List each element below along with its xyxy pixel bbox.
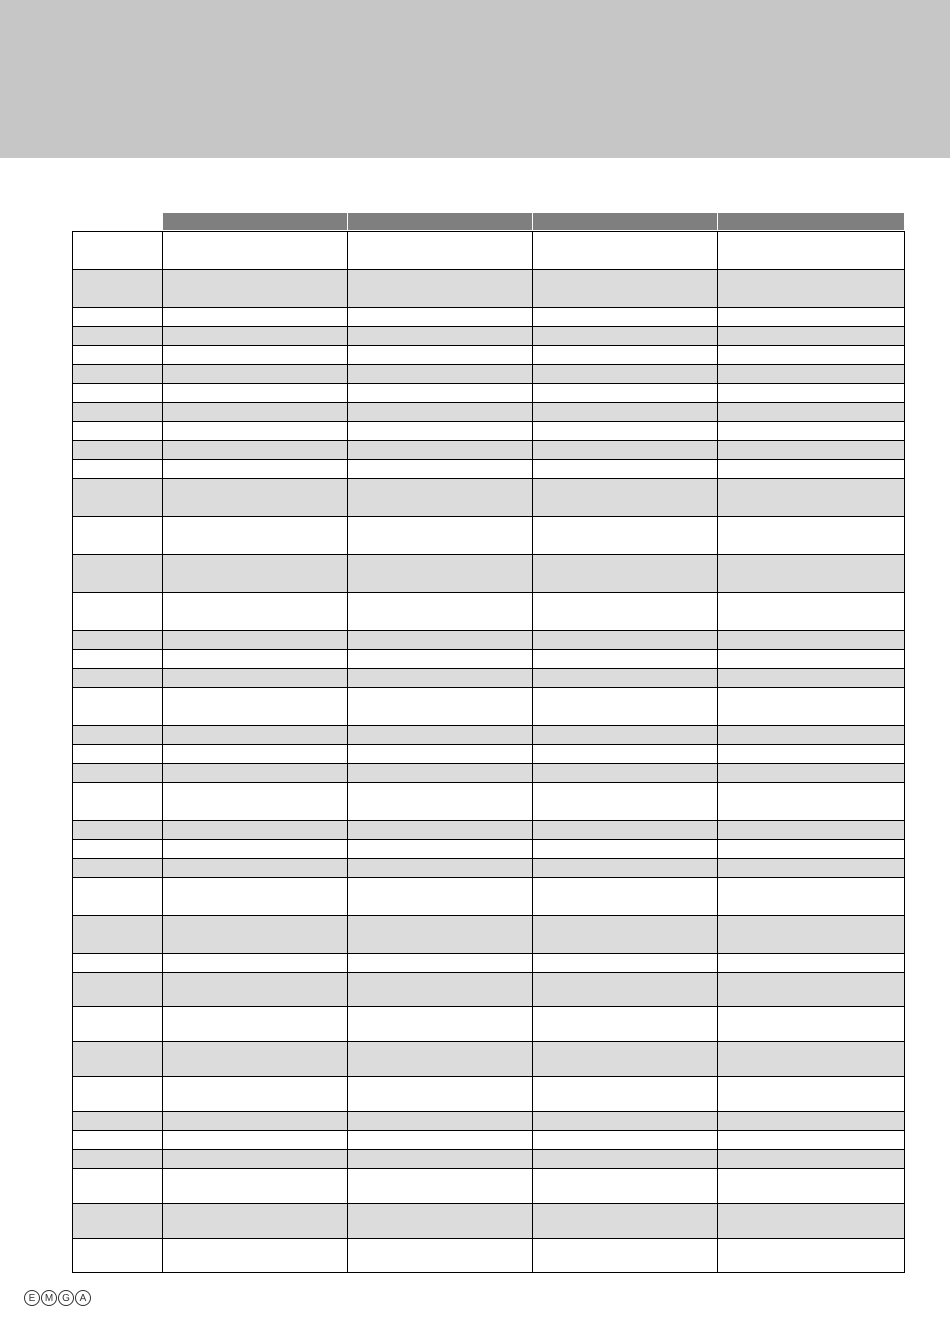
- table-cell: [73, 631, 163, 650]
- table-cell: [718, 631, 905, 650]
- table-cell: [533, 384, 718, 403]
- table-cell: [348, 384, 533, 403]
- table-row: [73, 745, 905, 764]
- table-cell: [348, 1150, 533, 1169]
- table-cell: [533, 1112, 718, 1131]
- table-cell: [348, 1239, 533, 1273]
- table-cell: [348, 479, 533, 517]
- table-cell: [718, 878, 905, 916]
- table-cell: [73, 1007, 163, 1042]
- table-cell: [718, 327, 905, 346]
- table-cell: [533, 555, 718, 593]
- table-cell: [533, 821, 718, 840]
- table-cell: [348, 327, 533, 346]
- table-cell: [163, 840, 348, 859]
- column-header-2: [348, 213, 532, 230]
- table-cell: [718, 403, 905, 422]
- table-cell: [163, 1077, 348, 1112]
- table-cell: [348, 745, 533, 764]
- table-cell: [163, 954, 348, 973]
- table-row: [73, 555, 905, 593]
- table-cell: [533, 840, 718, 859]
- table-cell: [163, 403, 348, 422]
- table-cell: [348, 954, 533, 973]
- table-cell: [718, 384, 905, 403]
- table-cell: [718, 821, 905, 840]
- table-cell: [163, 270, 348, 308]
- table-cell: [73, 669, 163, 688]
- column-header-4: [718, 213, 904, 230]
- table-cell: [163, 1131, 348, 1150]
- table-row: [73, 1150, 905, 1169]
- top-banner: [0, 0, 950, 158]
- table-row: [73, 821, 905, 840]
- table-cell: [348, 441, 533, 460]
- table-cell: [533, 954, 718, 973]
- table-cell: [718, 669, 905, 688]
- table-cell: [718, 688, 905, 726]
- table-cell: [718, 954, 905, 973]
- logo-letter: M: [41, 1290, 57, 1306]
- table-cell: [533, 764, 718, 783]
- table-row: [73, 422, 905, 441]
- table-cell: [533, 327, 718, 346]
- table-row: [73, 726, 905, 745]
- table-cell: [348, 669, 533, 688]
- table-cell: [73, 1150, 163, 1169]
- table-cell: [163, 1042, 348, 1077]
- table-cell: [73, 327, 163, 346]
- table-cell: [718, 859, 905, 878]
- logo-letter: G: [58, 1290, 74, 1306]
- table-cell: [718, 479, 905, 517]
- table-cell: [163, 593, 348, 631]
- table-cell: [533, 1204, 718, 1239]
- table-cell: [73, 346, 163, 365]
- table-cell: [73, 764, 163, 783]
- table-cell: [163, 916, 348, 954]
- table-cell: [73, 745, 163, 764]
- table-cell: [163, 764, 348, 783]
- table-cell: [718, 1131, 905, 1150]
- table-cell: [533, 365, 718, 384]
- table-cell: [73, 821, 163, 840]
- table-cell: [163, 517, 348, 555]
- table-cell: [348, 460, 533, 479]
- table-row: [73, 669, 905, 688]
- table-cell: [163, 688, 348, 726]
- table-row: [73, 840, 905, 859]
- table-cell: [348, 1007, 533, 1042]
- table-cell: [348, 783, 533, 821]
- column-header-1: [163, 213, 347, 230]
- table-row: [73, 365, 905, 384]
- table-cell: [348, 650, 533, 669]
- table-cell: [163, 422, 348, 441]
- table-row: [73, 783, 905, 821]
- table-cell: [718, 745, 905, 764]
- table-cell: [348, 821, 533, 840]
- table-cell: [718, 1077, 905, 1112]
- table-cell: [73, 308, 163, 327]
- table-cell: [348, 517, 533, 555]
- table-cell: [73, 270, 163, 308]
- table-cell: [718, 726, 905, 745]
- table-cell: [533, 1007, 718, 1042]
- table-cell: [73, 1112, 163, 1131]
- table-cell: [718, 764, 905, 783]
- table-cell: [533, 422, 718, 441]
- table-cell: [73, 555, 163, 593]
- table-cell: [718, 441, 905, 460]
- table-cell: [348, 726, 533, 745]
- table-cell: [73, 384, 163, 403]
- table-cell: [348, 270, 533, 308]
- table-cell: [348, 688, 533, 726]
- emga-logo: [24, 1290, 91, 1306]
- table-row: [73, 1007, 905, 1042]
- table-cell: [533, 441, 718, 460]
- table-cell: [163, 783, 348, 821]
- table-row: [73, 1239, 905, 1273]
- table-row: [73, 460, 905, 479]
- table-cell: [718, 1239, 905, 1273]
- table-cell: [73, 726, 163, 745]
- table-cell: [73, 859, 163, 878]
- logo-letter: E: [24, 1290, 40, 1306]
- table-cell: [533, 403, 718, 422]
- table-cell: [163, 650, 348, 669]
- table-cell: [73, 954, 163, 973]
- table-row: [73, 479, 905, 517]
- table-cell: [348, 555, 533, 593]
- table-cell: [73, 916, 163, 954]
- table-cell: [163, 479, 348, 517]
- table-row: [73, 1169, 905, 1204]
- table-cell: [718, 232, 905, 270]
- table-cell: [718, 346, 905, 365]
- table-cell: [348, 973, 533, 1007]
- table-cell: [73, 878, 163, 916]
- table-cell: [73, 650, 163, 669]
- table-cell: [718, 1112, 905, 1131]
- table-cell: [163, 878, 348, 916]
- table-cell: [348, 1077, 533, 1112]
- table-cell: [348, 232, 533, 270]
- table-cell: [533, 1150, 718, 1169]
- table-cell: [163, 365, 348, 384]
- table-cell: [73, 517, 163, 555]
- table-cell: [533, 916, 718, 954]
- table-cell: [533, 479, 718, 517]
- table-cell: [163, 745, 348, 764]
- table-cell: [348, 403, 533, 422]
- table-cell: [718, 973, 905, 1007]
- table-cell: [73, 1239, 163, 1273]
- table-cell: [163, 308, 348, 327]
- table-cell: [73, 403, 163, 422]
- table-cell: [718, 555, 905, 593]
- table-cell: [348, 346, 533, 365]
- table-cell: [533, 878, 718, 916]
- table-cell: [533, 688, 718, 726]
- table-cell: [533, 232, 718, 270]
- table-cell: [163, 973, 348, 1007]
- table-row: [73, 327, 905, 346]
- table-cell: [533, 517, 718, 555]
- table-cell: [718, 593, 905, 631]
- table-cell: [73, 688, 163, 726]
- table-row: [73, 1204, 905, 1239]
- table-cell: [533, 650, 718, 669]
- table-cell: [348, 593, 533, 631]
- table-cell: [348, 1169, 533, 1204]
- table-cell: [73, 783, 163, 821]
- table-cell: [163, 384, 348, 403]
- table-cell: [73, 973, 163, 1007]
- table-cell: [533, 859, 718, 878]
- data-table: [72, 231, 905, 1273]
- table-cell: [163, 232, 348, 270]
- table-cell: [163, 821, 348, 840]
- table-cell: [73, 840, 163, 859]
- table-cell: [718, 270, 905, 308]
- table-cell: [163, 1204, 348, 1239]
- table-row: [73, 1131, 905, 1150]
- table-row: [73, 916, 905, 954]
- table-cell: [73, 1204, 163, 1239]
- table-cell: [533, 346, 718, 365]
- table-cell: [163, 1169, 348, 1204]
- table-cell: [73, 1169, 163, 1204]
- table-cell: [163, 726, 348, 745]
- table-row: [73, 1077, 905, 1112]
- table-cell: [73, 422, 163, 441]
- table-body: [73, 232, 905, 1273]
- table-cell: [163, 669, 348, 688]
- table-cell: [718, 1007, 905, 1042]
- table-cell: [163, 631, 348, 650]
- table-cell: [348, 422, 533, 441]
- table-row: [73, 384, 905, 403]
- table-cell: [533, 669, 718, 688]
- table-cell: [73, 232, 163, 270]
- table-cell: [348, 1042, 533, 1077]
- table-cell: [73, 441, 163, 460]
- table-cell: [73, 593, 163, 631]
- table-cell: [533, 460, 718, 479]
- table-cell: [348, 840, 533, 859]
- table-row: [73, 441, 905, 460]
- table-row: [73, 308, 905, 327]
- table-cell: [718, 460, 905, 479]
- table-cell: [533, 1131, 718, 1150]
- table-cell: [718, 365, 905, 384]
- table-row: [73, 954, 905, 973]
- table-cell: [533, 973, 718, 1007]
- table-row: [73, 973, 905, 1007]
- table-row: [73, 859, 905, 878]
- table-cell: [533, 308, 718, 327]
- table-cell: [718, 916, 905, 954]
- table-row: [73, 1112, 905, 1131]
- table-cell: [533, 270, 718, 308]
- table-cell: [533, 1077, 718, 1112]
- table-cell: [533, 593, 718, 631]
- table-cell: [533, 1239, 718, 1273]
- table-cell: [348, 764, 533, 783]
- column-header-3: [533, 213, 717, 230]
- table-cell: [533, 745, 718, 764]
- table-row: [73, 593, 905, 631]
- table-cell: [533, 1169, 718, 1204]
- table-cell: [718, 1204, 905, 1239]
- table-row: [73, 688, 905, 726]
- table-cell: [718, 840, 905, 859]
- table-cell: [163, 1239, 348, 1273]
- table-cell: [718, 308, 905, 327]
- table-cell: [163, 1150, 348, 1169]
- table-row: [73, 764, 905, 783]
- table-row: [73, 650, 905, 669]
- table-cell: [718, 1042, 905, 1077]
- table-cell: [718, 422, 905, 441]
- table-row: [73, 878, 905, 916]
- table-cell: [533, 726, 718, 745]
- table-cell: [73, 1042, 163, 1077]
- table-cell: [718, 1169, 905, 1204]
- table-cell: [163, 1007, 348, 1042]
- table-cell: [73, 460, 163, 479]
- table-cell: [348, 1112, 533, 1131]
- table-cell: [718, 650, 905, 669]
- table-row: [73, 403, 905, 422]
- table-cell: [73, 479, 163, 517]
- table-row: [73, 232, 905, 270]
- table-cell: [163, 555, 348, 593]
- table-cell: [718, 1150, 905, 1169]
- table-cell: [348, 1131, 533, 1150]
- logo-letter: A: [75, 1290, 91, 1306]
- table-row: [73, 517, 905, 555]
- table-cell: [533, 631, 718, 650]
- table-cell: [163, 460, 348, 479]
- table-cell: [163, 1112, 348, 1131]
- table-cell: [163, 327, 348, 346]
- table-cell: [348, 859, 533, 878]
- table-row: [73, 1042, 905, 1077]
- table-cell: [163, 859, 348, 878]
- table-cell: [348, 1204, 533, 1239]
- table-cell: [348, 308, 533, 327]
- table-cell: [533, 1042, 718, 1077]
- table-cell: [73, 1131, 163, 1150]
- table-cell: [163, 346, 348, 365]
- table-row: [73, 270, 905, 308]
- table-cell: [73, 365, 163, 384]
- table-cell: [718, 517, 905, 555]
- table-cell: [348, 631, 533, 650]
- table-row: [73, 346, 905, 365]
- table-cell: [73, 1077, 163, 1112]
- table-cell: [348, 878, 533, 916]
- table-cell: [348, 916, 533, 954]
- table-cell: [348, 365, 533, 384]
- table-cell: [533, 783, 718, 821]
- table-cell: [718, 783, 905, 821]
- table-cell: [163, 441, 348, 460]
- table-grid: [72, 231, 905, 1273]
- table-row: [73, 631, 905, 650]
